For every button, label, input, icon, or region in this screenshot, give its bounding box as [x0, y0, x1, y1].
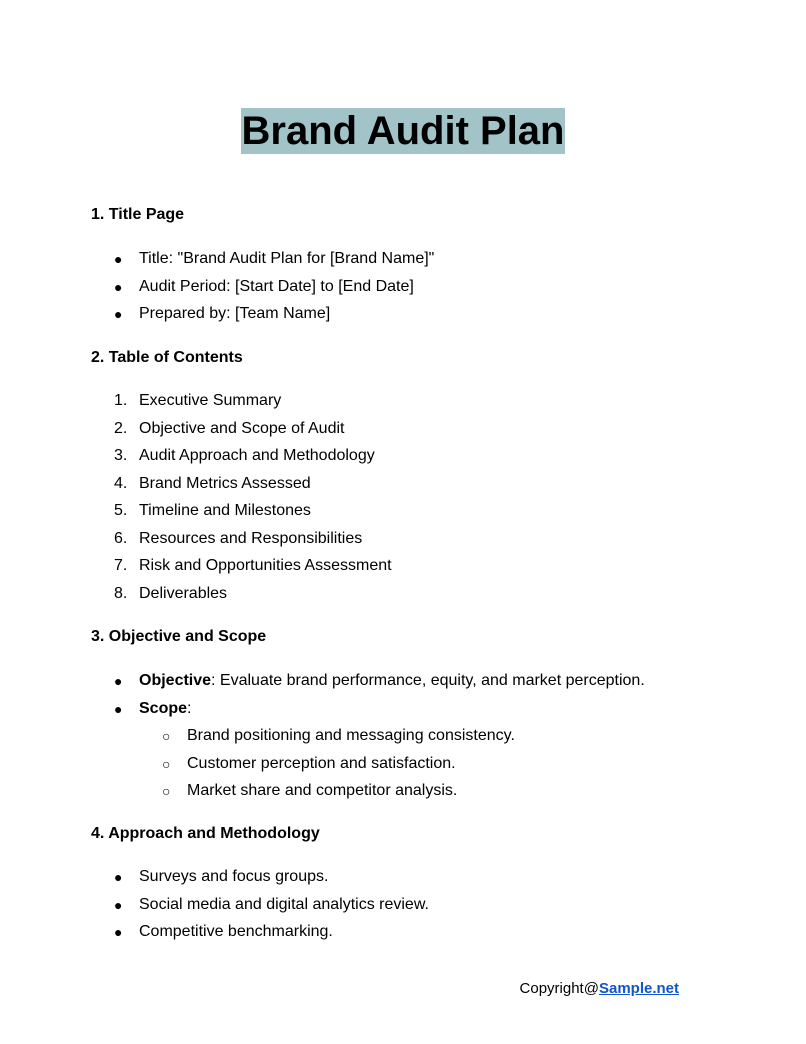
- list-number: 3.: [114, 447, 128, 464]
- list-number: 4.: [114, 474, 128, 492]
- section-heading-objective-and-scope: 3. Objective and Scope: [91, 628, 267, 645]
- toc-item-text: Resources and Responsibilities: [139, 529, 363, 547]
- scope-item: [139, 699, 191, 719]
- objective-label: Objective: [139, 672, 212, 689]
- list-item-text: Prepared by: [Team Name]: [139, 305, 331, 322]
- bullet-icon: ●: [114, 924, 123, 940]
- bullet-icon: ●: [114, 306, 123, 322]
- toc-item-text: Audit Approach and Methodology: [139, 447, 375, 464]
- bullet-icon: ●: [114, 869, 123, 885]
- list-item-text: Surveys and focus groups.: [139, 868, 329, 885]
- toc-item-text: Brand Metrics Assessed: [139, 474, 311, 492]
- bullet-icon: ●: [114, 896, 123, 913]
- sample-net-link[interactable]: Sample.net: [598, 980, 679, 997]
- section-heading-approach-and-methodology: 4. Approach and Methodology: [91, 825, 320, 842]
- document-title: Brand Audit Plan: [241, 109, 565, 153]
- toc-item-text: Executive Summary: [139, 392, 282, 409]
- toc-item-text: Risk and Opportunities Assessment: [139, 557, 392, 574]
- list-item-text: Audit Period: [Start Date] to [End Date]: [139, 277, 414, 295]
- bullet-icon: ●: [114, 251, 123, 267]
- list-number: 8.: [114, 584, 128, 602]
- list-number: 5.: [114, 502, 128, 519]
- list-number: 2.: [114, 419, 128, 437]
- copyright-prefix: Copyright@: [519, 980, 599, 997]
- title-wrapper: [0, 108, 806, 154]
- circle-bullet-icon: ○: [162, 728, 171, 744]
- scope-label: Scope: [139, 699, 188, 717]
- objective-item: [139, 671, 645, 691]
- list-number: 7.: [114, 557, 128, 574]
- sub-list-item-text: Customer perception and satisfaction.: [187, 754, 456, 772]
- bullet-icon: ●: [114, 673, 123, 689]
- bullet-icon: ●: [114, 278, 123, 295]
- objective-text: : Evaluate brand performance, equity, and market perception.: [211, 672, 645, 689]
- list-item-text: Title: "Brand Audit Plan for [Brand Name]": [139, 250, 435, 267]
- list-item-text: Competitive benchmarking.: [139, 923, 333, 940]
- circle-bullet-icon: ○: [162, 755, 171, 772]
- list-number: 1.: [114, 392, 128, 409]
- section-heading-title-page: 1. Title Page: [91, 206, 185, 223]
- circle-bullet-icon: ○: [162, 783, 171, 799]
- toc-item-text: Deliverables: [139, 584, 228, 602]
- sub-list-item-text: Market share and competitor analysis.: [187, 782, 458, 799]
- toc-item-text: Objective and Scope of Audit: [139, 419, 345, 437]
- sub-list-item-text: Brand positioning and messaging consistency.: [187, 727, 515, 744]
- list-item-text: Social media and digital analytics review.: [139, 895, 429, 913]
- footer-copyright: [520, 979, 679, 999]
- list-number: 6.: [114, 529, 128, 547]
- bullet-icon: ●: [114, 700, 123, 717]
- section-heading-table-of-contents: 2. Table of Contents: [91, 349, 243, 366]
- scope-colon: :: [187, 699, 192, 717]
- toc-item-text: Timeline and Milestones: [139, 502, 311, 519]
